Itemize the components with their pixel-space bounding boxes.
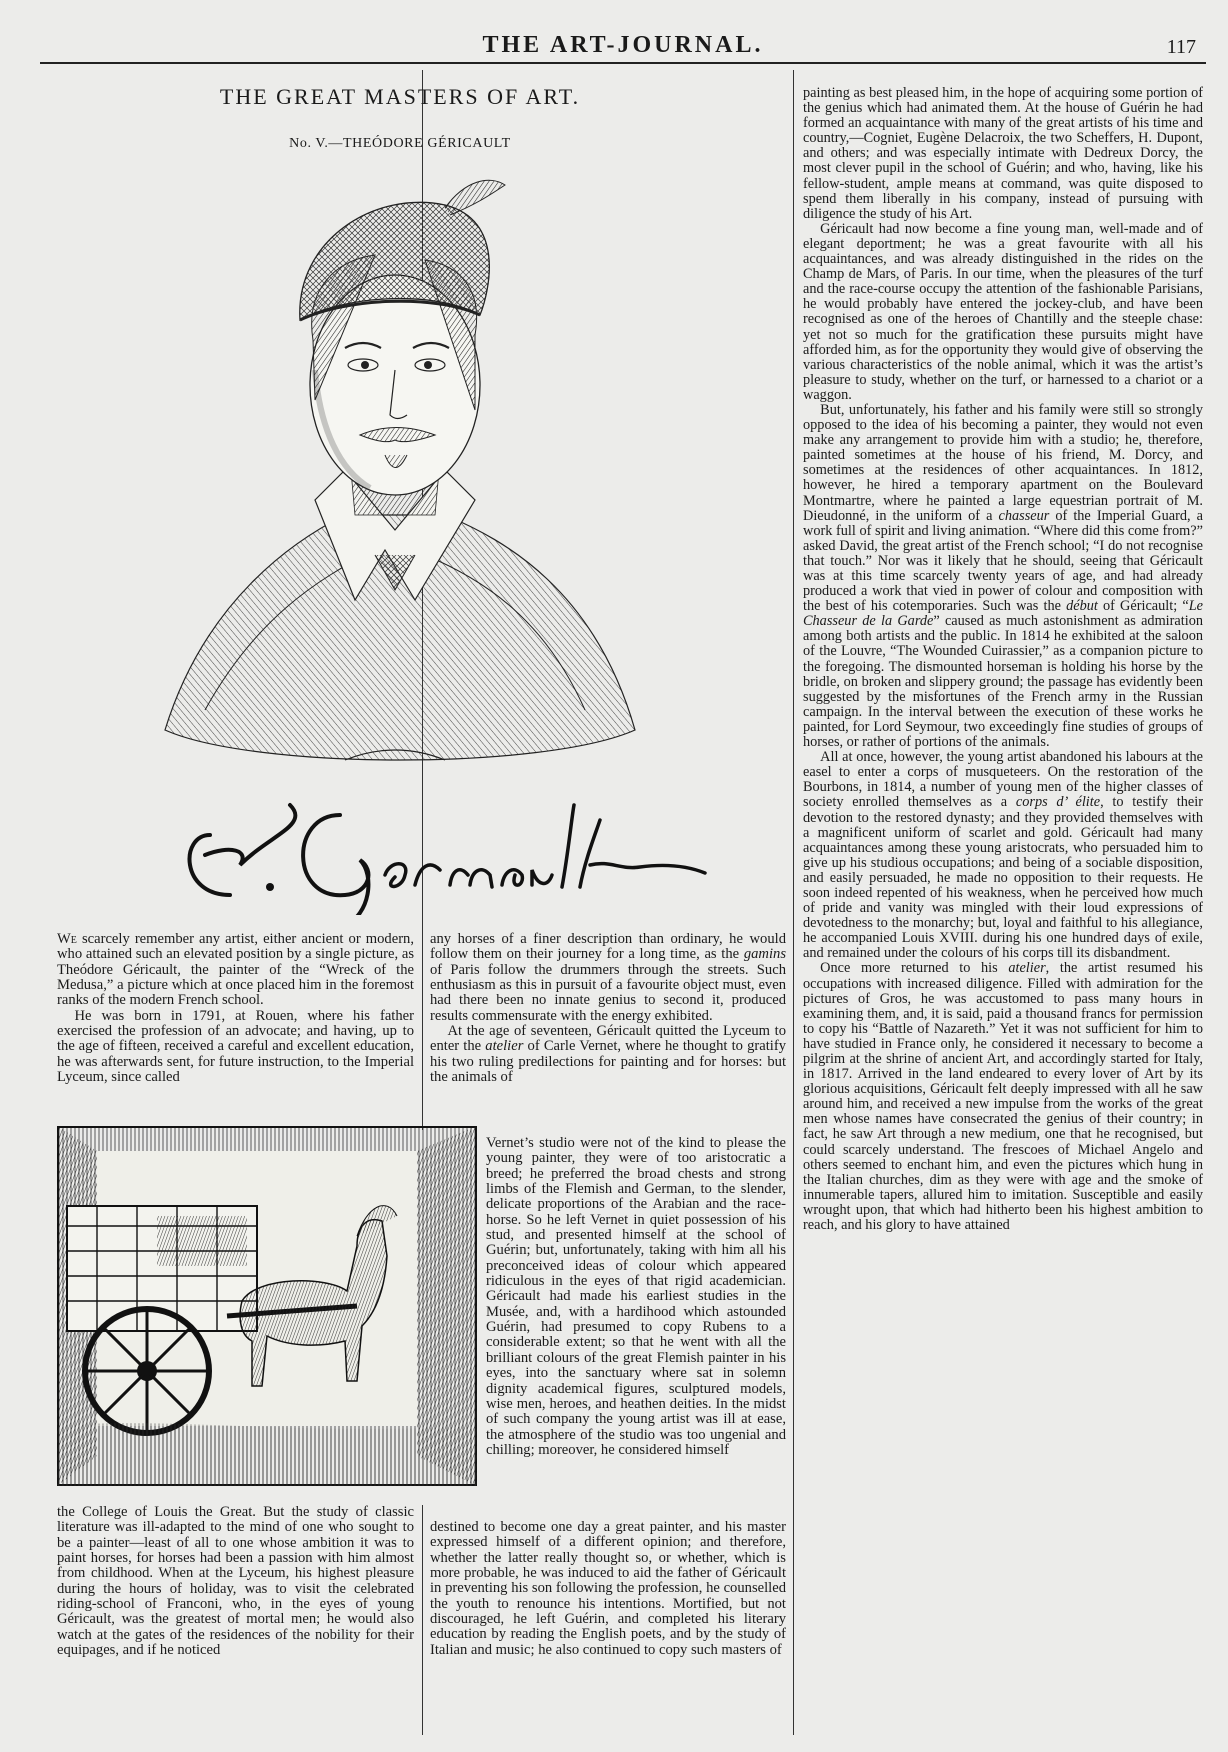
- text-run: of Paris follow the drummers through the streets. Such enthusiasm as this in pursuit of a favourite object must, even had there been no innate genius to second it, produced results commensurate with the energy exhibited.: [430, 961, 786, 1024]
- italic-run: chasseur: [998, 507, 1050, 524]
- paragraph-seventeen: [430, 1024, 786, 1085]
- paragraph-destined: destined to become one day a great painter, and his master expressed himself of a different opinion; and therefore, whether the latter really thought so, or whether, which is more probable, he was induced to aid the father of Géricault in preventing his son following the profession, he counselled the youth to renounce his intentions. Mortified, but not discouraged, he left Guérin, and completed his literary education by reading the English poets, and by the study of Italian and music; he also continued to copy such masters of: [430, 1519, 786, 1658]
- italic-run: atelier: [485, 1038, 524, 1055]
- italic-run: gamins: [743, 946, 786, 963]
- paragraph-college: the College of Louis the Great. But the study of classic literature was ill-adapted to the mind of one who sought to be a painter—least of all to one whose ambition it was to paint horses, for horses had been a passion with him almost from childhood. When at the Lyceum, his highest pleasure during the hours of holiday, was to visit the celebrated riding-school of Franconi, who, in the eyes of young Géricault, was the greatest of mortal men; he would also watch at the gates of the residences of the nobility for their equipages, and if he noticed: [57, 1504, 414, 1659]
- paragraph-studio: [803, 403, 1203, 750]
- portrait-engraving: [145, 170, 645, 770]
- column-2-lower: [430, 1520, 786, 1658]
- signature-image: [170, 775, 710, 915]
- column-1-upper: [57, 932, 414, 1085]
- paragraph-text: scarcely remember any artist, either ancient or modern, who attained such an elevated position by a single picture, as Theódore Géricault, the painter of the “Wreck of the Medusa,” a picture which at once placed him in the foremost ranks of the modern French school.: [57, 931, 414, 1009]
- text-run: of the Imperial Guard, a work full of spirit and living animation. “Where did this come from?” asked David, the great artist of the French school; “I do not recognise that touch.” Nor was it likely that he should, seeing that Géricault was at this time scarcely twenty years of age, and had already produced a work that vied in power of colour and composition with the best of his cotemporaries. Such was the: [803, 507, 1203, 615]
- paragraph-musqueteers: [803, 750, 1203, 961]
- page-number: 117: [1166, 36, 1196, 58]
- drop-word: We: [57, 931, 77, 947]
- article-title: THE GREAT MASTERS OF ART.: [219, 84, 581, 109]
- column-2-middle: [486, 1136, 786, 1458]
- text-run: , to testify their devotion to the restored dynasty; and they provided themselves with a magnificent uniform of scarlet and gold. Géricault had many acquaintances among these young aristocrats, who persuaded him to give up his studious occupations; and being of a sociable disposition, and easily persuaded, he made no opposition to their requests. He soon indeed repented of his weakness, when he perceived how much of pride and vanity was mingled with their loud expressions of devotedness to the monarchy; but, loyal and faithful to his allegiance, he accompanied Louis XVIII. during his one hundred days of exile, and remained under the colours of his corps till its disbandment.: [803, 794, 1203, 962]
- text-run: any horses of a finer description than ordinary, he would follow them on their journey for a long time, as the: [430, 931, 786, 963]
- paragraph-intro: [57, 932, 414, 1009]
- text-run: At the age of seventeen, Géricault quitted the Lyceum to enter the: [430, 1023, 786, 1055]
- header-rule: [40, 62, 1206, 64]
- paragraph-vernet: Vernet’s studio were not of the kind to please the young painter, they were of too aristocratic a breed; he preferred the broad chests and strong limbs of the Flemish and German, to the slender, delicate proportions of the Arabian and the race-horse. So he left Vernet in quiet possession of his stud, and presented himself at the school of Guérin; but, unfortunately, taking with him all his preconceived ideas of colour which appeared ridiculous in the eyes of that rigid academician. Géricault had made his earliest studies in the Musée, and, with a hardihood which astounded Guérin, had presumed to copy Rubens to a considerable extent; so that he went with all the brilliant colours of the great Flemish painter in his eyes, into the sanctuary where sat in solemn dignity academical figures, sculptured models, wise men, heroes, and heathen deities. In the midst of such company the young artist was ill at ease, the atmosphere of the studio was too ungenial and chilling; moreover, he considered himself: [486, 1135, 786, 1458]
- paragraph-horses: [430, 932, 786, 1024]
- italic-run: Le Chasseur de la Garde: [803, 598, 1203, 630]
- horse-cart-engraving: [57, 1126, 477, 1486]
- column-1-lower: [57, 1505, 414, 1658]
- article-subtitle: No. V.—THEÓDORE GÉRICAULT: [289, 136, 511, 151]
- paragraph-painting: painting as best pleased him, in the hope of acquiring some portion of the genius which had animated them. At the house of Guérin he had formed an acquaintance with many of the great artists of his time and country,—Cogniet, Eugène Delacroix, the two Scheffers, H. Dupont, and others; and was especially intimate with Dedreux Dorcy, the most clever pupil in the school of Guérin; and who, having, like his fellow-student, ample means at command, was quite disposed to spend them liberally in his company, instead of pursuing with diligence the study of his Art.: [803, 85, 1203, 222]
- italic-run: atelier: [1008, 960, 1046, 977]
- text-run: of Carle Vernet, where he thought to gratify his two ruling predilections for painting and for horses: but the animals of: [430, 1038, 786, 1086]
- column-rule-left-lower: [422, 1505, 423, 1735]
- text-run: ” caused as much astonishment as admiration among both artists and the public. In 1814 he exhibited at the saloon of the Louvre, “The Wounded Cuirassier,” as a companion picture to the foregoing. The dismounted horseman is holding his horse by the bridle, on broken and slippery ground; the passage has evidently been suggested by the misfortunes of the French army in the Russian campaign. In the interval between the execution of these works he painted, for Lord Seymour, two exceedingly fine studies of groups of horses, or rather of portions of the animals.: [803, 613, 1204, 751]
- text-run: of Géricault; “: [1097, 598, 1189, 615]
- paragraph-birth: He was born in 1791, at Rouen, where his father exercised the profession of an advocate; and having, up to the age of fifteen, received a careful and excellent education, he was afterwards sent, for future instruction, to the Imperial Lyceum, since called: [57, 1007, 414, 1086]
- text-run: , the artist resumed his occupations with increased diligence. Filled with admiration for the pictures of Gros, he was accustomed to pass many hours in examining them, and, it is said, paid a thousand francs for permission to copy his “Battle of Nazareth.” Yet it was not sufficient for him to have studied in France only, he considered it necessary to become a pilgrim at the shrine of ancient Art, and accordingly started for Italy, in 1817. Arrived in the land endeared to every lover of Art by its glorious acquisitions, Géricault felt deeply impressed with all he saw around him, and received a new impulse from the works of the great men whose names have consecrated the genius of their country; in fact, he saw Art through a new medium, one that he recognised, but could scarcely understand. The frescoes of Michael Angelo and others seemed to enchant him, and even the pictures which hung in the Italian churches, dim as they were with age and the smoke of innumerable tapers, allured him to imitation. Susceptible and easily wrought upon, that which had hitherto been his highest ambition to reach, and his glory to have attained: [803, 960, 1203, 1234]
- running-head: [40, 14, 1206, 64]
- italic-run: début: [1066, 598, 1098, 615]
- text-run: All at once, however, the young artist abandoned his labours at the easel to enter a corps of musqueteers. On the restoration of the Bourbons, in 1814, a number of young men of the higher classes of society enrolled themselves as a: [803, 749, 1203, 811]
- paragraph-atelier: [803, 961, 1203, 1233]
- column-rule-right: [793, 70, 794, 1735]
- journal-title: THE ART-JOURNAL.: [482, 32, 764, 58]
- column-2-upper: [430, 932, 786, 1085]
- paragraph-young-man: Géricault had now become a fine young man, well-made and of elegant deportment; he was a great favourite with all his acquaintances, and was already distinguished in the rides on the Champ de Mars, of Paris. In our time, when the pleasures of the turf and the race-course occupy the attention of the fashionable Parisians, he would probably have entered the jockey-club, and have been recognised as one of the heroes of Chantilly and the steeple chase: yet not so much for the gratification these pursuits might have afforded him, as for the opportunity they would give of observing the various characteristics of the noble animal, which it was the artist’s pleasure to study, whether on the turf, or harnessed to a chariot or a waggon.: [803, 220, 1203, 403]
- text-run: Once more returned to his: [820, 960, 1009, 977]
- column-3: [803, 86, 1203, 1233]
- text-run: But, unfortunately, his father and his family were still so strongly opposed to the idea of his becoming a painter, they would not even make any arrangement to provide him with a studio; he, therefore, painted sometimes at the house of his friend, M. Dorcy, and sometimes at the residences of other acquaintances. In 1812, however, he hired a temporary apartment on the Boulevard Montmartre, where he painted a large equestrian portrait of M. Dieudonné, in the uniform of a: [803, 401, 1203, 524]
- italic-run: corps d’ élite: [1015, 794, 1101, 811]
